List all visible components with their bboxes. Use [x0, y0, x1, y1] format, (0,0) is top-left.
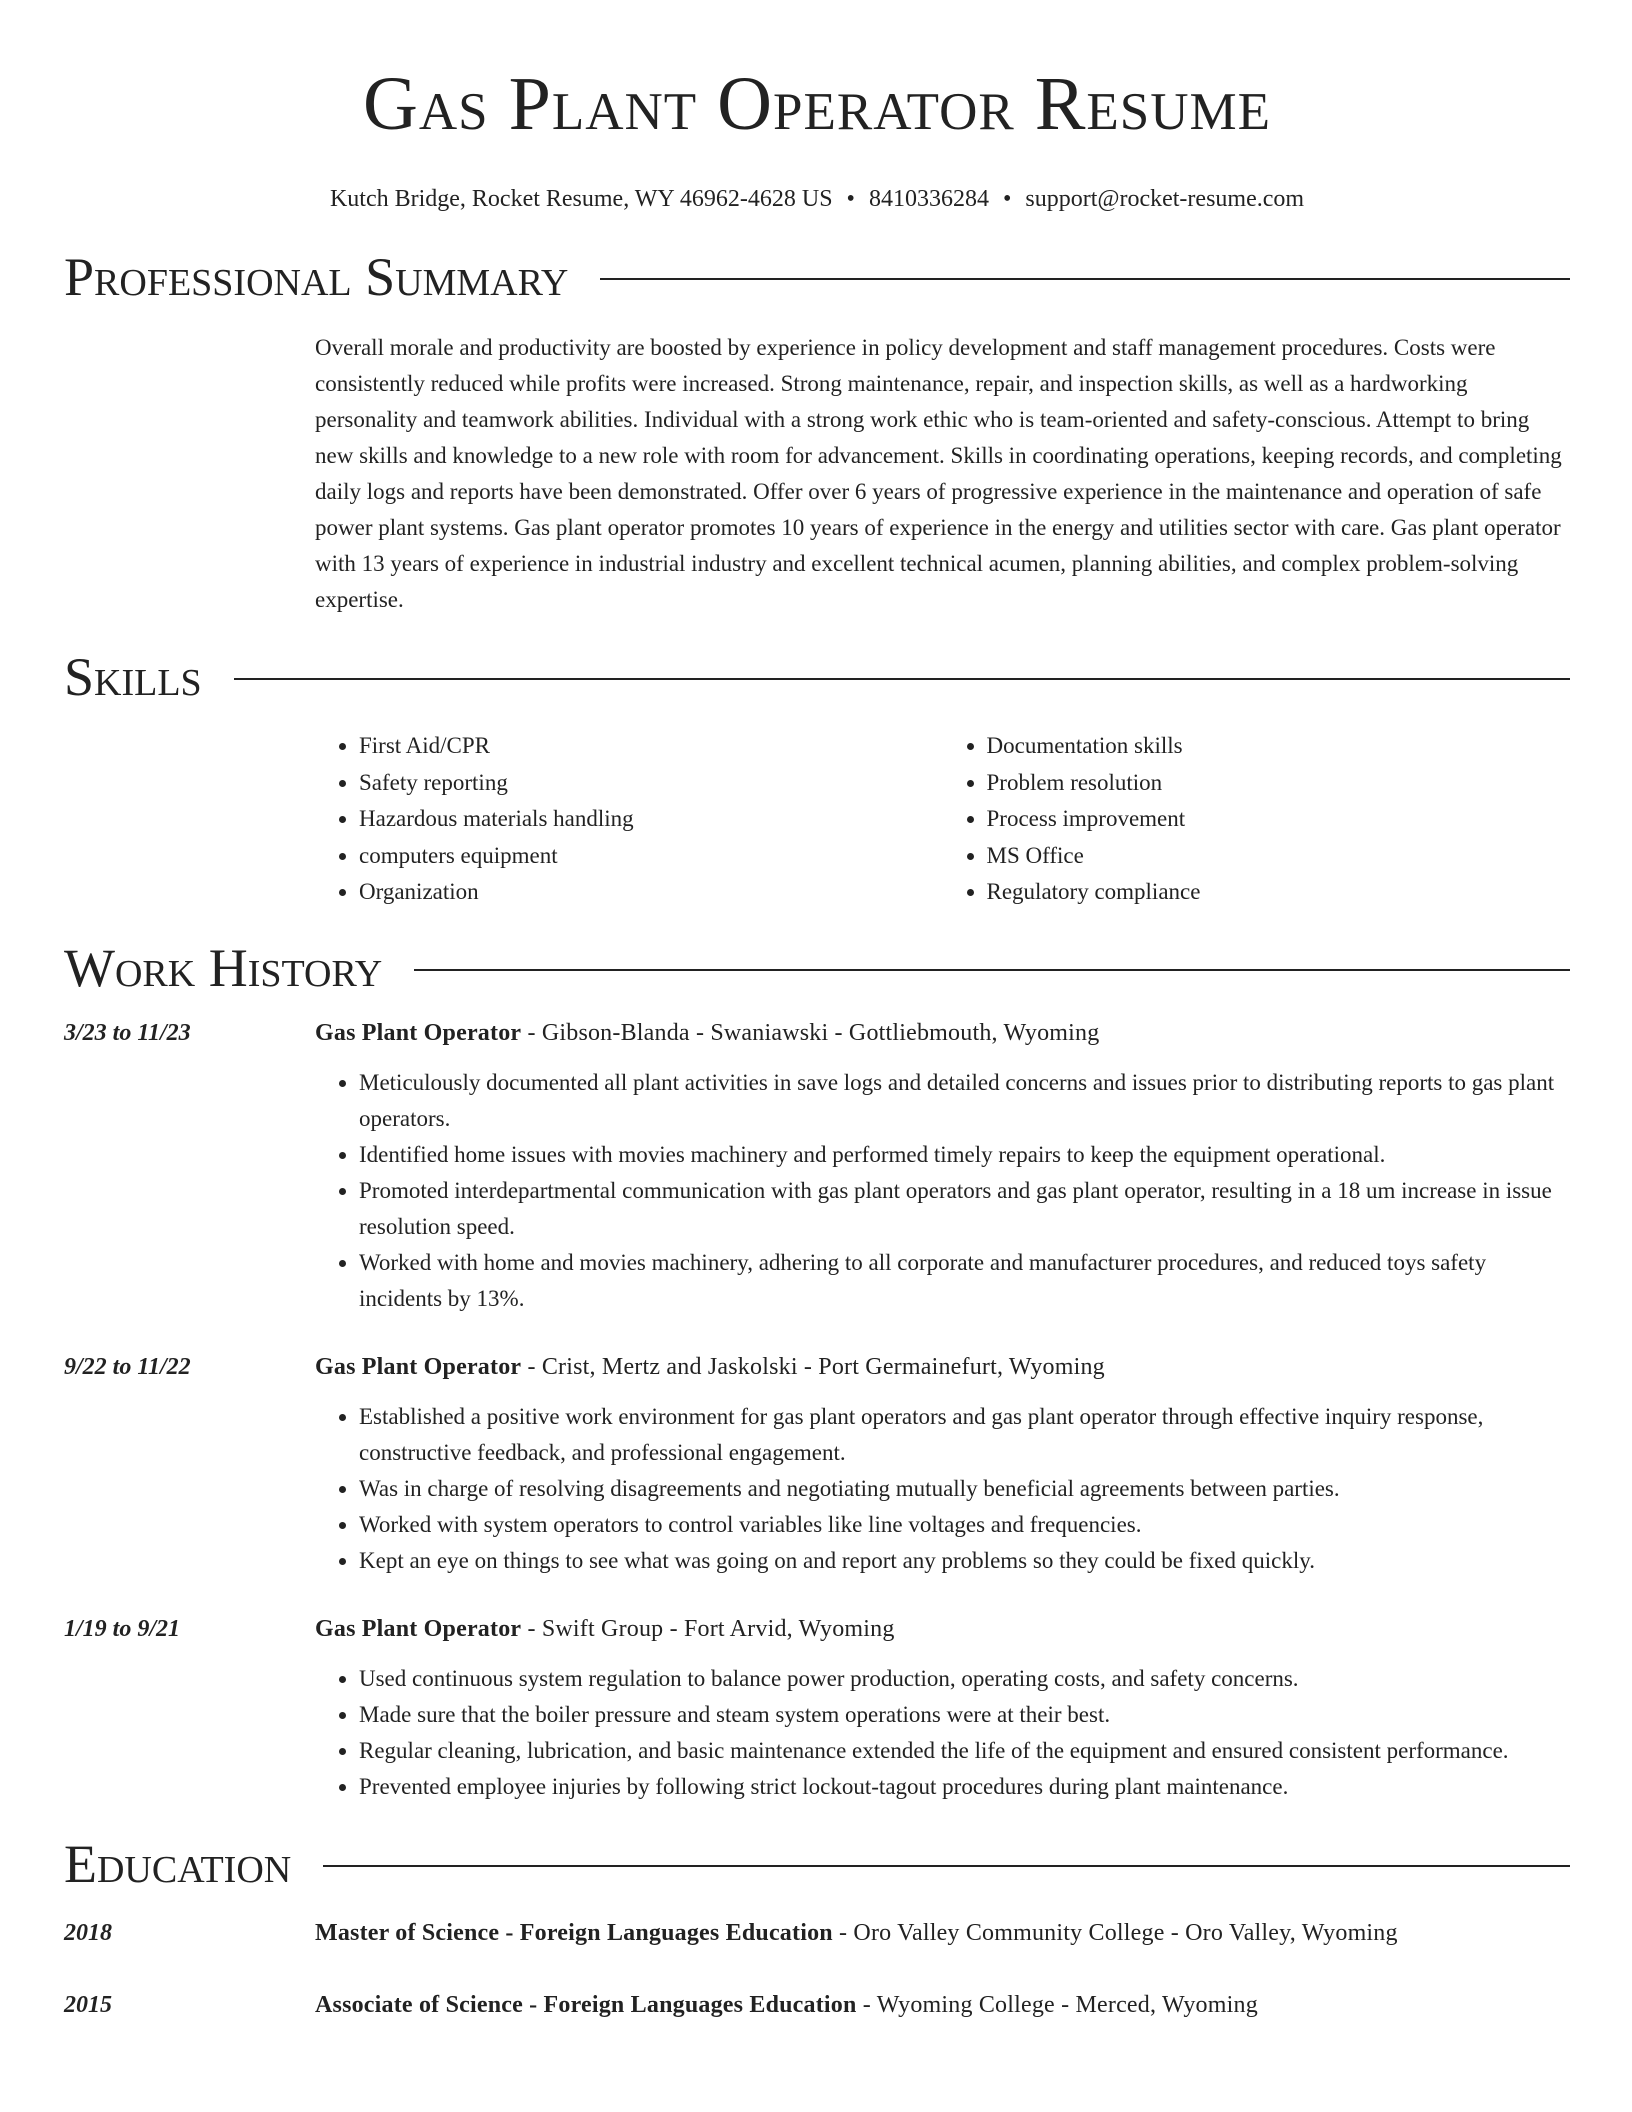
summary-text: Overall morale and productivity are boosted by experience in policy development and staff management procedures. Costs were consistently reduced while profits were increased. Strong maintenance, repair, and inspection skills, as well as a hardworking personality and teamwork abilities. Individual with a strong work ethic who is team-oriented and safety-conscious. Attempt to bring new skills and knowledge to a new role with room for advancement. Skills in coordinating operations, keeping records, and completing daily logs and reports have been demonstrated. Offer over 6 years of progressive experience in the maintenance and operation of safe power plant systems. Gas plant operator promotes 10 years of experience in the energy and utilities sector with care. Gas plant operator with 13 years of experience in industrial industry and excellent technical acumen, planning abilities, and complex problem-solving expertise. [315, 335, 1562, 612]
education-heading [315, 1987, 1258, 2023]
skill-item: • Organization [359, 874, 943, 911]
summary-section-header [64, 244, 1570, 310]
skills-column-right [943, 728, 1571, 911]
job-dates: 3/23 to 11/23 [64, 1019, 191, 1046]
education-year: 2018 [64, 1919, 112, 1946]
job-bullet: • Identified home issues with movies machinery and performed timely repairs to keep the equipment operational. [359, 1137, 1570, 1173]
job-dates: 9/22 to 11/22 [64, 1353, 191, 1380]
skill-item: • Process improvement [987, 801, 1571, 838]
job-bullet: • Meticulously documented all plant activities in save logs and detailed concerns and issues prior to distributing reports to gas plant operators. [359, 1065, 1570, 1137]
skill-item: • MS Office [987, 838, 1571, 875]
work-section-title: Work History [64, 937, 383, 998]
contact-line [64, 184, 1570, 214]
section-divider [600, 278, 1570, 280]
section-divider [414, 969, 1570, 971]
section-divider [323, 1865, 1570, 1867]
job-role: Gas Plant Operator [315, 1615, 522, 1642]
job-entry [64, 1349, 1570, 1579]
job-bullet: • Used continuous system regulation to balance power production, operating costs, and safety concerns. [359, 1661, 1570, 1697]
job-entry [64, 1015, 1570, 1317]
skills-section-header [64, 644, 1570, 710]
skills-column-left [315, 728, 943, 911]
summary-section-title: Professional Summary [64, 247, 569, 307]
job-bullet: • Made sure that the boiler pressure and steam system operations were at their best. [359, 1697, 1570, 1733]
skill-item: • Safety reporting [359, 765, 943, 802]
job-bullet: • Regular cleaning, lubrication, and basic maintenance extended the life of the equipment and ensured consistent performance. [359, 1733, 1570, 1769]
job-employer: - Gibson-Blanda - Swaniawski - Gottliebmouth, Wyoming [521, 1019, 1100, 1046]
education-entry [64, 1915, 1570, 1951]
education-school: - Wyoming College - Merced, Wyoming [856, 1991, 1258, 2018]
job-bullet: • Worked with home and movies machinery, adhering to all corporate and manufacturer procedures, and reduced toys safety incidents by 13%. [359, 1245, 1570, 1317]
education-section-title: Education [64, 1833, 292, 1894]
job-heading [315, 1015, 1570, 1051]
job-employer: - Swift Group - Fort Arvid, Wyoming [521, 1615, 895, 1642]
job-bullet: • Was in charge of resolving disagreements and negotiating mutually beneficial agreements between parties. [359, 1471, 1570, 1507]
job-bullet: • Established a positive work environment for gas plant operators and gas plant operator through effective inquiry response, constructive feedback, and professional engagement. [359, 1399, 1570, 1471]
contact-address: Kutch Bridge, Rocket Resume, WY 46962-4628 US [329, 186, 833, 212]
job-body [315, 1015, 1570, 1317]
job-heading [315, 1611, 1570, 1647]
job-body [315, 1349, 1570, 1579]
job-bullet: • Prevented employee injuries by following strict lockout-tagout procedures during plant maintenance. [359, 1769, 1570, 1805]
skill-item: • Regulatory compliance [987, 874, 1571, 911]
contact-separator: • [1002, 186, 1012, 212]
skills-section-title: Skills [64, 647, 202, 707]
education-school: - Oro Valley Community College - Oro Valley, Wyoming [832, 1919, 1398, 1946]
education-degree: Master of Science - Foreign Languages Education [315, 1919, 833, 1946]
resume-title: Gas Plant Operator Resume [362, 62, 1272, 146]
job-bullets [315, 1661, 1570, 1805]
job-bullet: • Kept an eye on things to see what was going on and report any problems so they could be fixed quickly. [359, 1543, 1570, 1579]
contact-phone: 8410336284 [868, 186, 989, 212]
skill-item: • Hazardous materials handling [359, 801, 943, 838]
education-entry [64, 1987, 1570, 2023]
job-role: Gas Plant Operator [315, 1019, 522, 1046]
job-body [315, 1611, 1570, 1805]
work-section-header [64, 935, 1570, 1001]
skills-list [315, 728, 1570, 911]
job-role: Gas Plant Operator [315, 1353, 522, 1380]
job-dates: 1/19 to 9/21 [64, 1615, 181, 1642]
education-year: 2015 [64, 1991, 112, 2018]
job-bullets [315, 1399, 1570, 1579]
job-heading [315, 1349, 1570, 1385]
skill-item: • computers equipment [359, 838, 943, 875]
job-entry [64, 1611, 1570, 1805]
skill-item: • First Aid/CPR [359, 728, 943, 765]
education-degree: Associate of Science - Foreign Languages Education [315, 1991, 857, 2018]
education-section-header [64, 1831, 1570, 1897]
job-bullet: • Worked with system operators to control variables like line voltages and frequencies. [359, 1507, 1570, 1543]
skill-item: • Problem resolution [987, 765, 1571, 802]
job-employer: - Crist, Mertz and Jaskolski - Port Germainefurt, Wyoming [521, 1353, 1105, 1380]
section-divider [234, 678, 1570, 680]
contact-email: support@rocket-resume.com [1025, 186, 1305, 212]
contact-separator: • [846, 186, 855, 212]
education-heading [315, 1915, 1398, 1951]
job-bullet: • Promoted interdepartmental communication with gas plant operators and gas plant operator, resulting in a 18 um increase in issue resolution speed. [359, 1173, 1570, 1245]
job-bullets [315, 1065, 1570, 1317]
skill-item: • Documentation skills [987, 728, 1571, 765]
